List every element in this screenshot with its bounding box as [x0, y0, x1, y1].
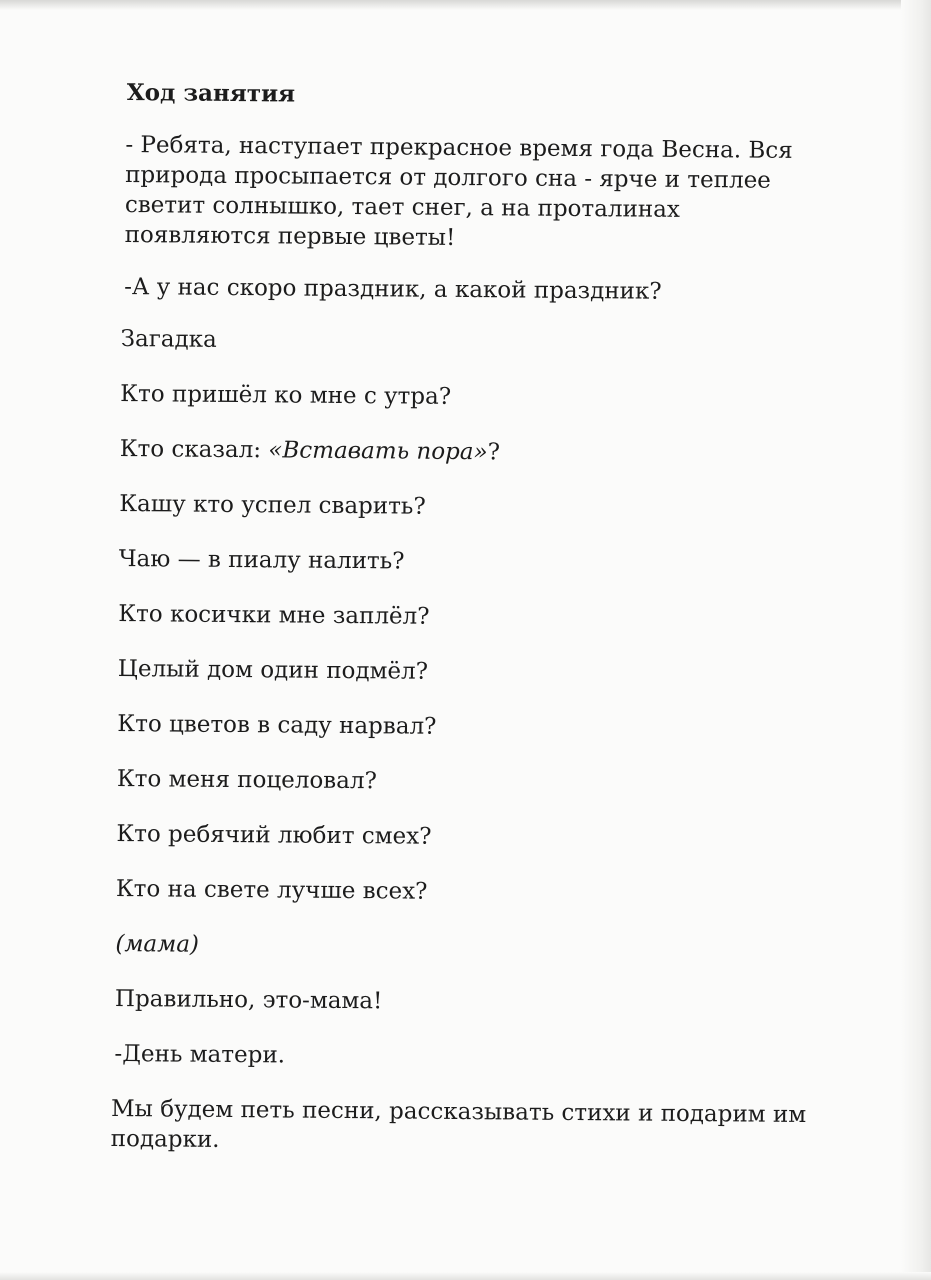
riddle-line-8: Кто меня поцеловал?	[116, 766, 377, 795]
lesson-heading: Ход занятия	[126, 79, 296, 108]
riddle-line-1: Кто пришёл ко мне с утра?	[120, 381, 452, 410]
intro-paragraph: - Ребята, наступает прекрасное время года Весна. Вся природа просыпается от долгого сна - ярче и теплее светит солнышко, тает снег, а на проталинах появляются первые цветы!	[124, 132, 793, 251]
riddle-label: Загадка	[120, 326, 217, 353]
riddle-line-2	[120, 434, 817, 470]
scan-top-edge	[0, 0, 931, 10]
scan-bottom-edge	[0, 1272, 931, 1280]
riddle-line-2-start: Кто сказал:	[119, 436, 269, 464]
riddle-line-9: Кто ребячий любит смех?	[116, 820, 432, 850]
riddle-line-10: Кто на свете лучше всех?	[115, 875, 428, 905]
closing-paragraph: Мы будем петь песни, рассказывать стихи и подарим им подарки.	[110, 1095, 807, 1153]
confirmation-line: Правильно, это-мама!	[114, 985, 383, 1015]
scan-right-edge	[901, 0, 931, 1280]
riddle-line-7: Кто цветов в саду нарвал?	[117, 711, 437, 740]
holiday-name: -День матери.	[114, 1040, 286, 1069]
riddle-line-2-quote: «Вставать пора»	[268, 437, 488, 466]
riddle-answer: (мама)	[115, 930, 200, 958]
holiday-question: -А у нас скоро праздник, а какой праздник?	[124, 274, 662, 305]
riddle-line-6: Целый дом один подмёл?	[117, 656, 429, 685]
riddle-line-5: Кто косички мне заплёл?	[118, 601, 430, 630]
riddle-line-3: Кашу кто успел сварить?	[119, 491, 426, 520]
document-body	[111, 78, 820, 1160]
riddle-line-2-end: ?	[487, 439, 501, 466]
riddle-line-4: Чаю — в пиалу налить?	[118, 546, 405, 575]
